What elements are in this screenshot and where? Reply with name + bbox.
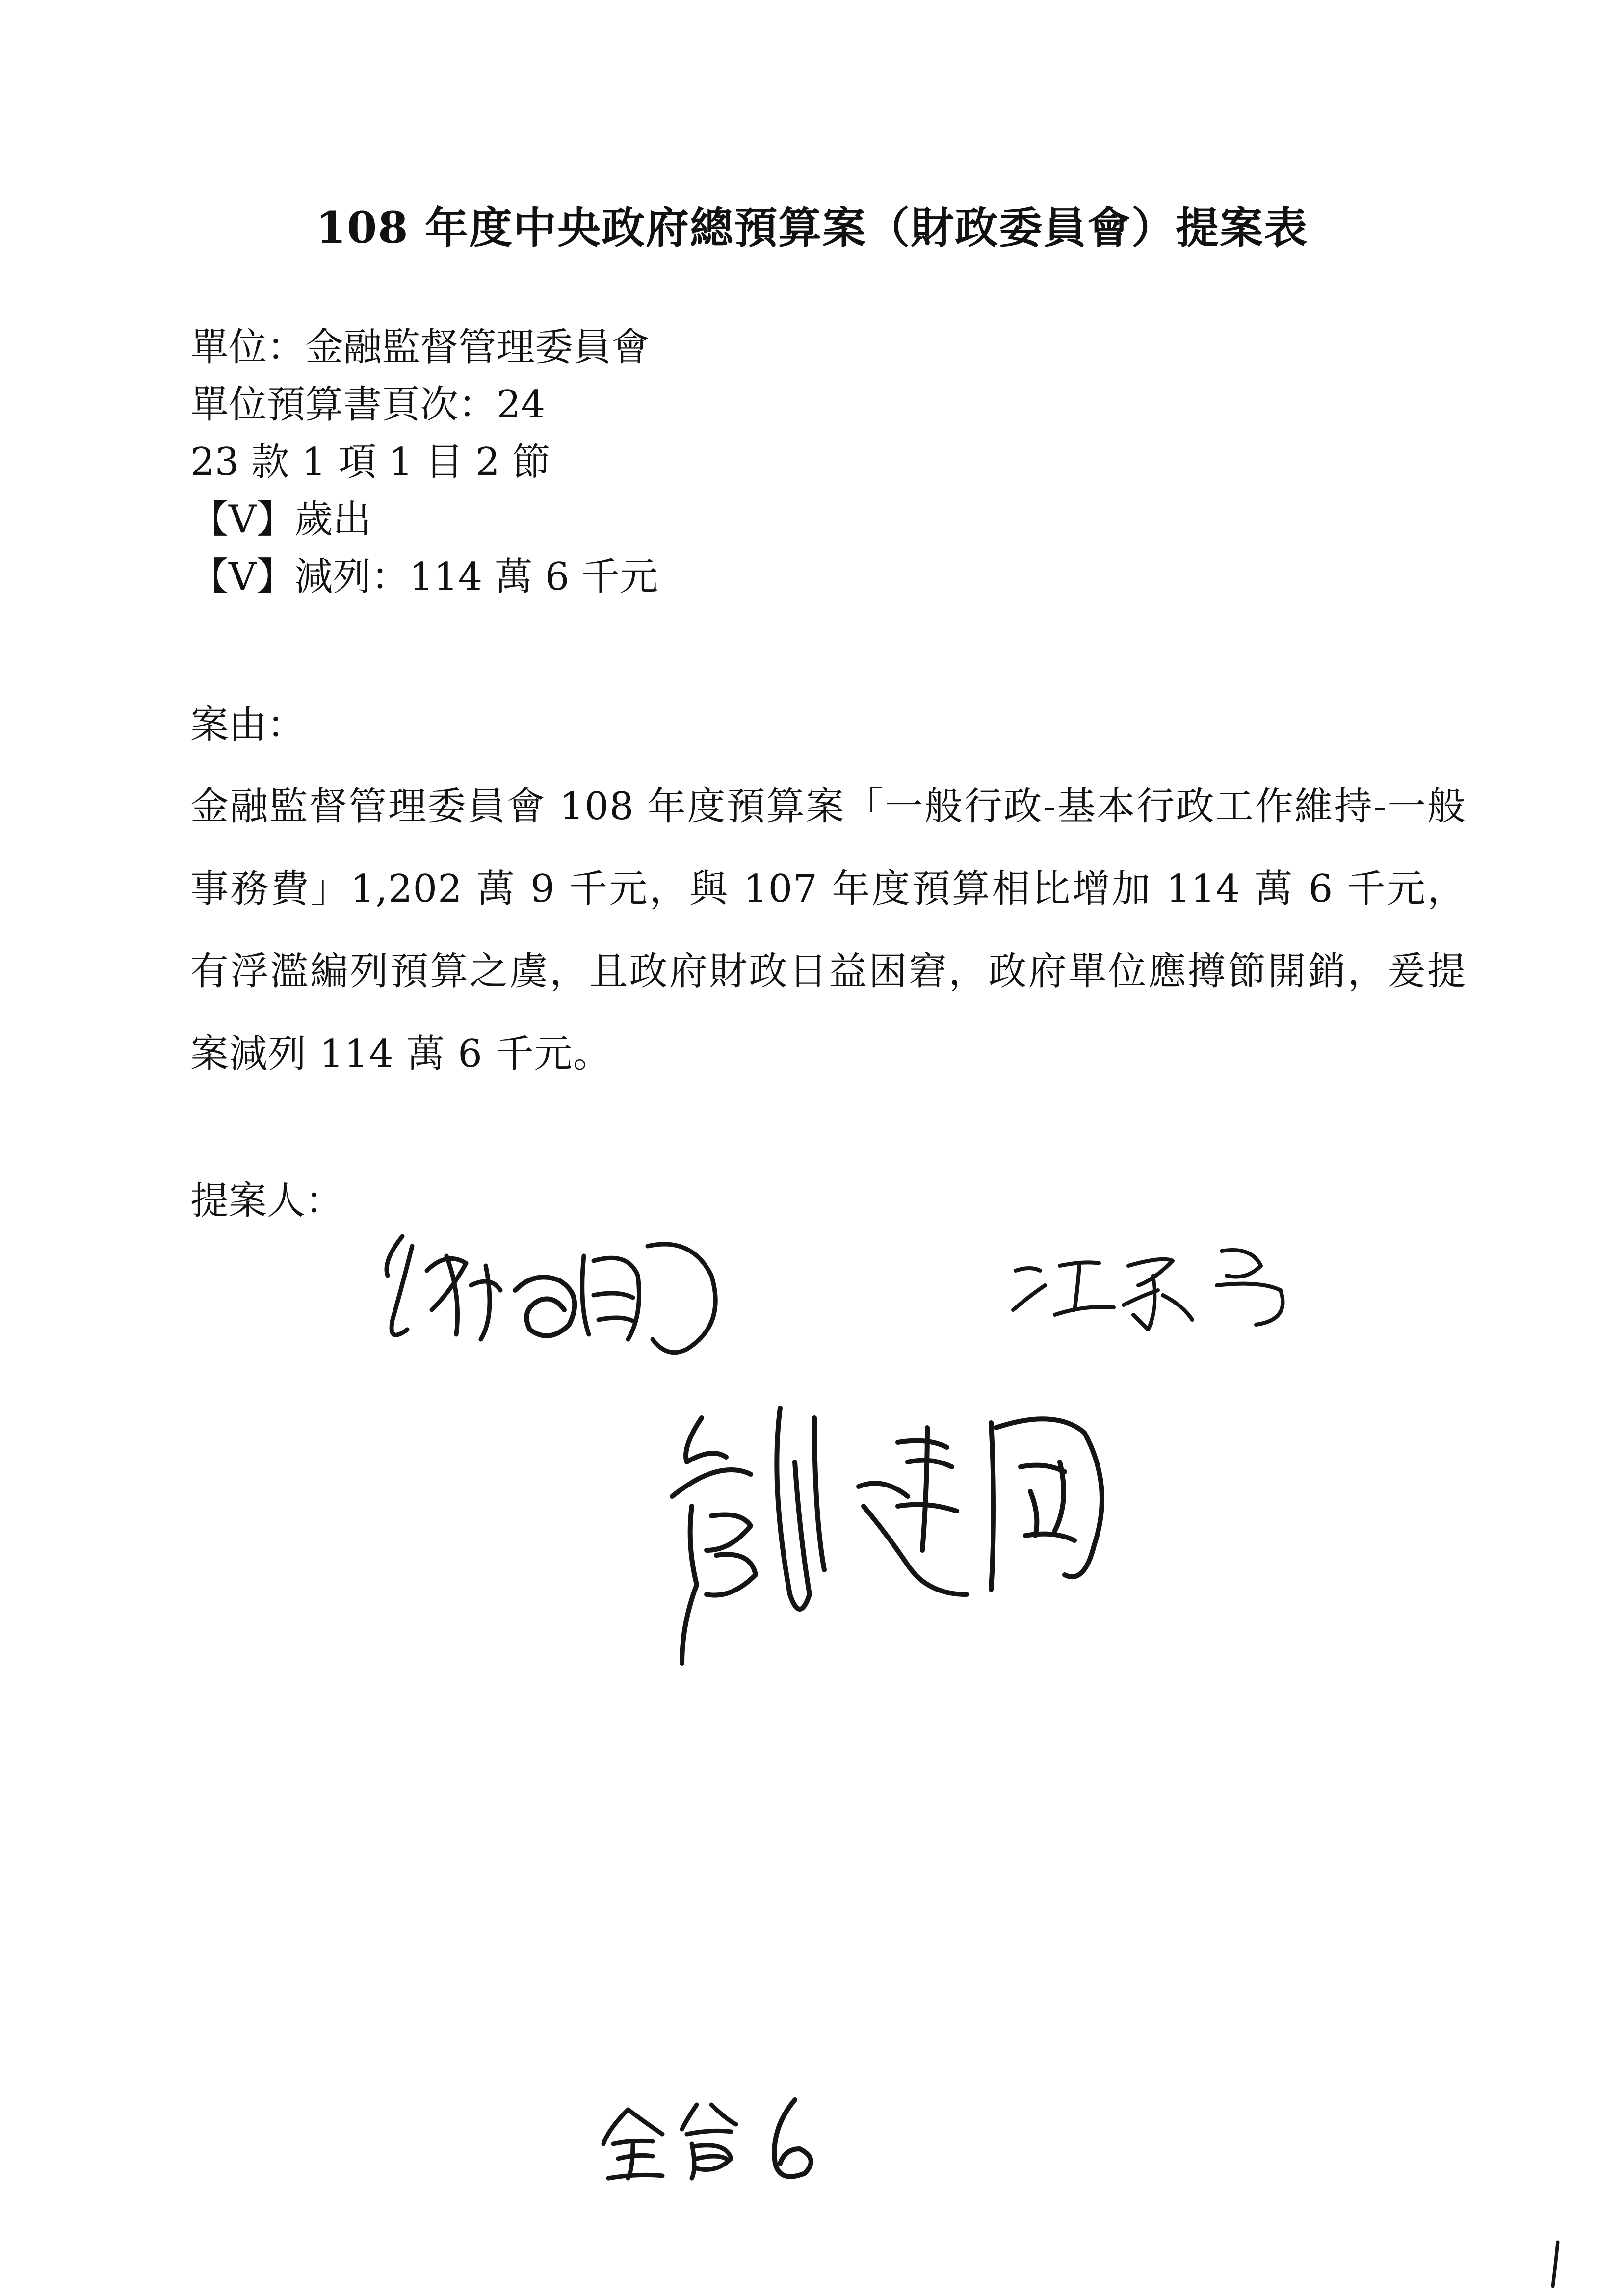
budget-item-line: 23 款 1 項 1 目 2 節 <box>190 440 550 484</box>
document-title: 108 年度中央政府總預算案（財政委員會）提案表 <box>315 202 1309 253</box>
unit-line: 單位：金融監督管理委員會 <box>190 325 650 369</box>
reason-label: 案由： <box>190 703 306 747</box>
category-line: 【V】歲出 <box>190 497 371 542</box>
page-reference-line: 單位預算書頁次：24 <box>190 383 546 427</box>
reason-text: 金融監督管理委員會 108 年度預算案「一般行政-基本行政工作維持-一般事務費」1,202 萬 9 千元，與 107 年度預算相比增加 114 萬 6 千元，有浮濫編列預算之虞，且政府財政日益困窘，政府單位應撙節開銷，爰提案減列 114 萬 6 千元。 <box>190 784 1466 1076</box>
proposer-label: 提案人： <box>190 1179 344 1223</box>
page-mark <box>1545 2237 1565 2291</box>
reduction-line: 【V】減列：114 萬 6 千元 <box>190 555 658 599</box>
handwritten-note <box>599 2090 864 2188</box>
signature-2 <box>1006 1236 1320 1334</box>
budget-metadata <box>190 319 658 606</box>
signature-1 <box>373 1217 746 1374</box>
signature-3 <box>653 1388 1163 1693</box>
